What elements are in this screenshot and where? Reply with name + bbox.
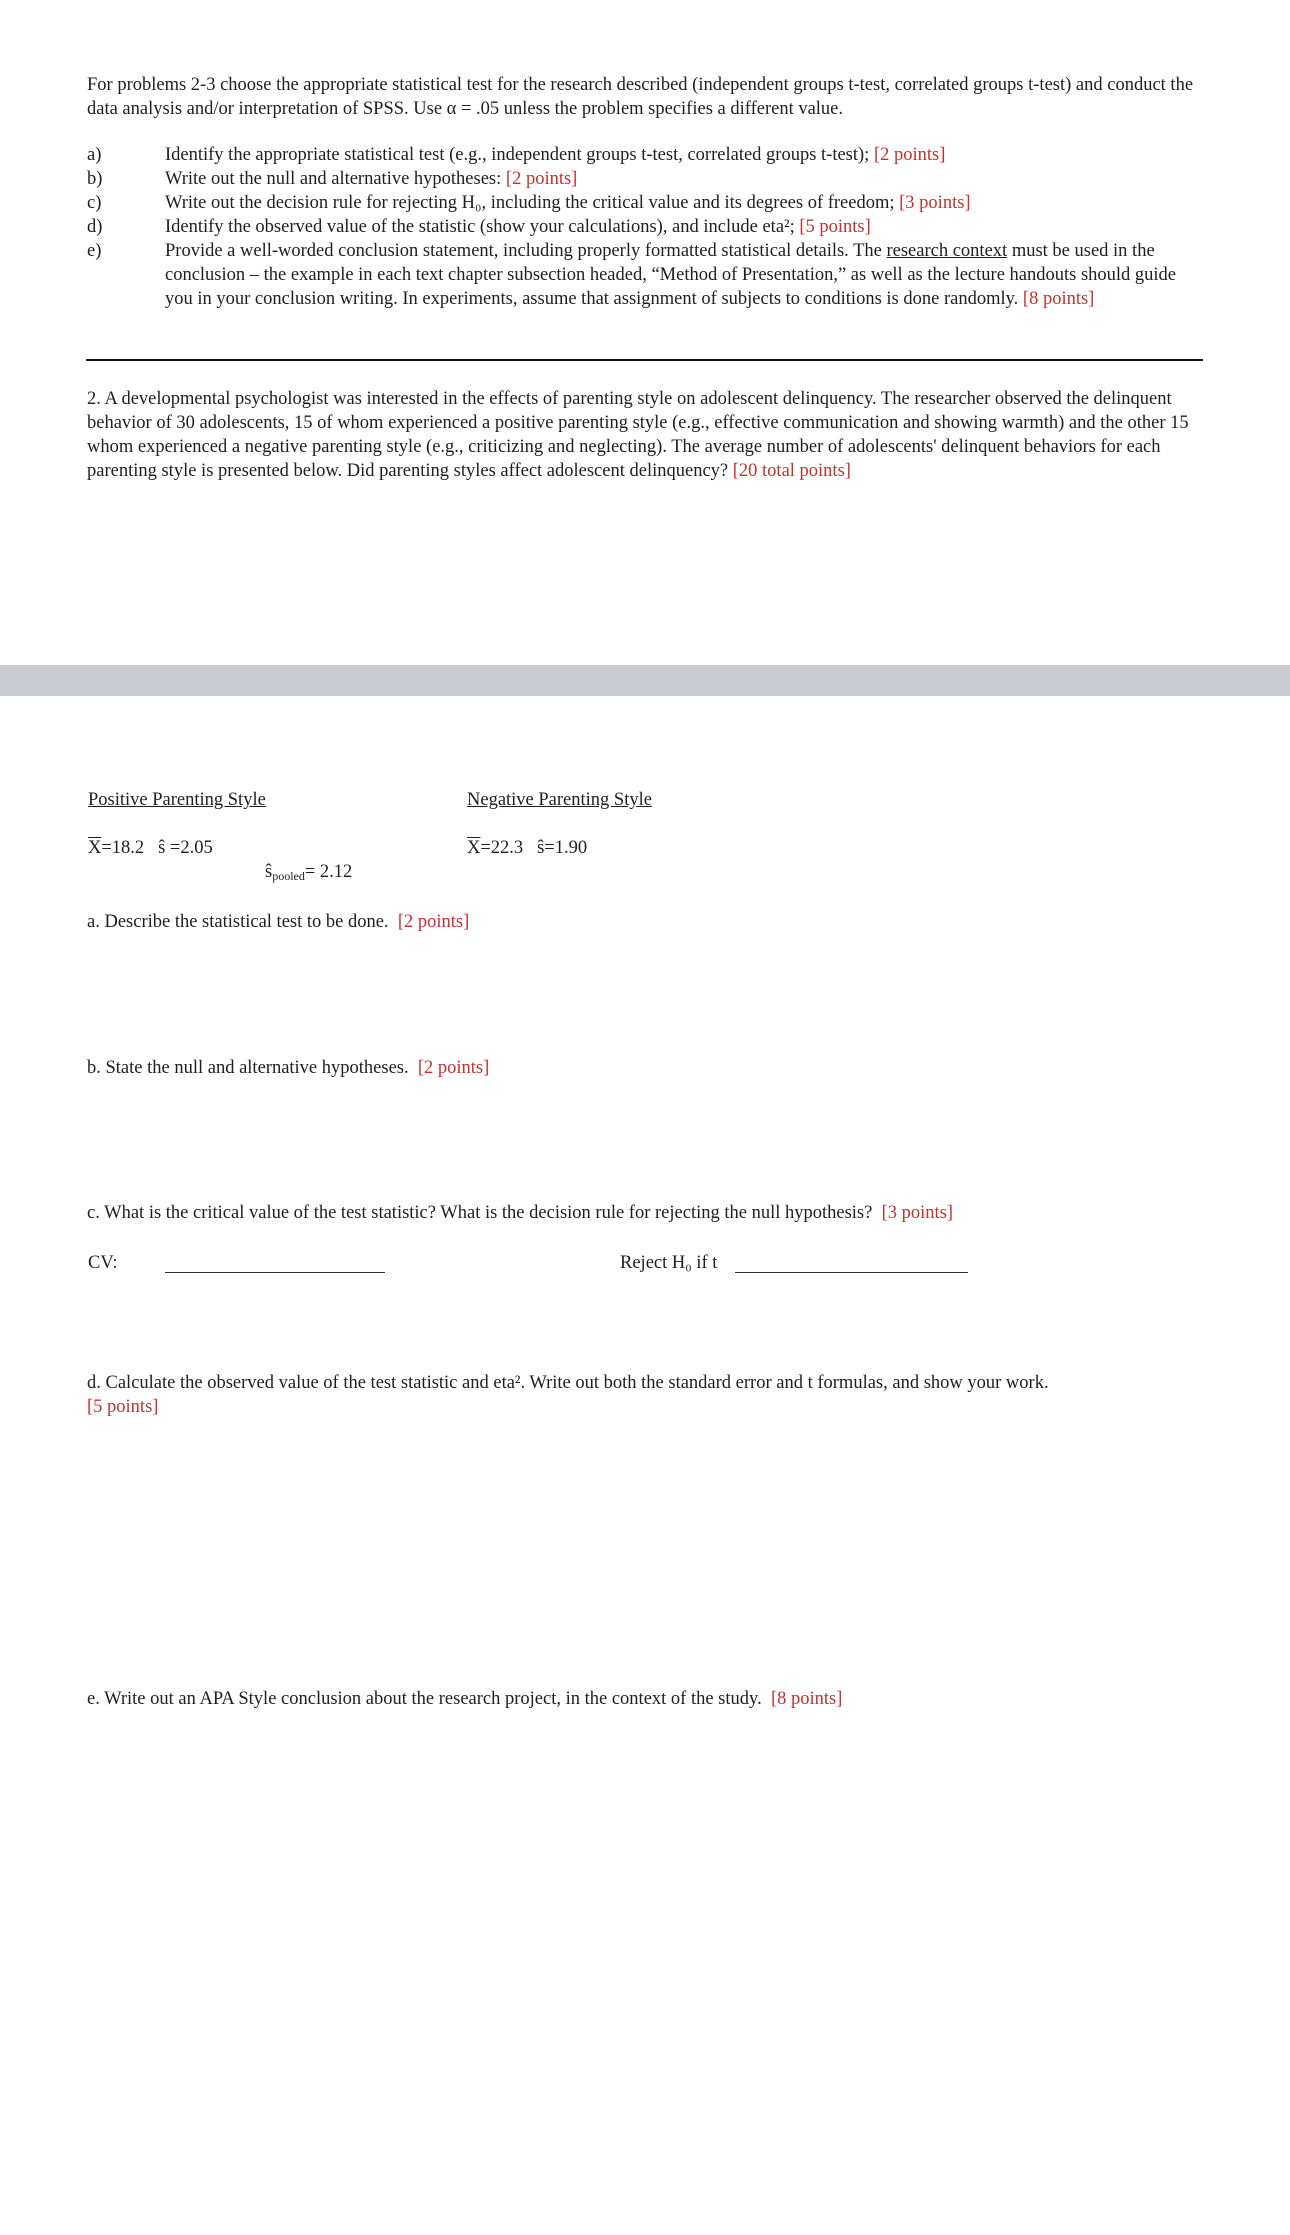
intro-paragraph: For problems 2-3 choose the appropriate statistical test for the research described (independent groups t-test, correlated groups t-test) and conduct the data analysis and/or interpretation of SPSS. Use α = .05 unless the problem specifies a different value.	[87, 75, 1194, 119]
points-badge: [5 points]	[799, 217, 871, 237]
sd-value: ŝ =2.05	[158, 838, 213, 858]
points-badge: [2 points]	[397, 912, 470, 932]
criterion-c: c) Write out the decision rule for rejecting H₀, including the critical value and its degrees of freedom; [3 points]	[87, 193, 971, 213]
question-c: c. What is the critical value of the test statistic? What is the decision rule for rejecting the null hypothesis? [3 points]	[87, 1203, 954, 1223]
criteria-list	[87, 143, 1227, 311]
reject-rule-label: Reject H₀ if t	[620, 1253, 718, 1273]
research-context-link: research context	[886, 241, 1008, 261]
points-badge: [8 points]	[770, 1689, 843, 1709]
question-a: a. Describe the statistical test to be done. [2 points]	[87, 912, 470, 932]
question-e: e. Write out an APA Style conclusion about the research project, in the context of the study. [8 points]	[87, 1689, 843, 1709]
negative-style-heading: Negative Parenting Style	[467, 790, 652, 810]
points-badge: [2 points]	[873, 145, 946, 165]
mean-symbol: $\overline{X}$	[88, 838, 102, 858]
criterion-d: d) Identify the observed value of the statistic (show your calculations), and include eta²; [5 points]	[87, 217, 871, 237]
points-badge: [5 points]	[87, 1397, 159, 1417]
positive-stats: $\overline{X}=18.2$ ŝ =2.05	[88, 838, 213, 858]
criterion-a: a) Identify the appropriate statistical test (e.g., independent groups t-test, correlated groups t-test); [2 points]	[87, 145, 946, 165]
problem-statement: 2. A developmental psychologist was interested in the effects of parenting style on adolescent delinquency. The researcher observed the delinquent behavior of 30 adolescents, 15 of whom experienced a positive parenting style (e.g., effective communication and showing warmth) and the other 15 whom experienced a negative parenting style (e.g., criticizing and neglecting). The average number of adolescents' delinquent behaviors for each parenting style is presented below. Did parenting styles affect adolescent delinquency? [20 total points]	[87, 389, 1189, 481]
points-badge: [3 points]	[881, 1203, 954, 1223]
horizontal-rule	[86, 359, 1203, 361]
points-badge: [20 total points]	[732, 461, 851, 481]
mean-symbol: $\overline{X}$	[467, 838, 481, 858]
page-separator	[0, 665, 1290, 696]
question-d: d. Calculate the observed value of the test statistic and eta². Write out both the standard error and t formulas, and show your work. [5 points]	[87, 1373, 1049, 1417]
points-badge: [8 points]	[1022, 289, 1095, 309]
question-b: b. State the null and alternative hypotheses. [2 points]	[87, 1058, 490, 1078]
sd-value: ŝ=1.90	[537, 838, 588, 858]
negative-stats: $\overline{X}=22.3$ ŝ=1.90	[467, 838, 588, 858]
points-badge: [2 points]	[505, 169, 578, 189]
criterion-e: e) Provide a well-worded conclusion statement, including properly formatted statistical details. The research context must be used in the conclusion – the example in each text chapter subsection headed, “Method of Presentation,” as well as the lecture handouts should guide you in your conclusion writing. In experiments, assume that assignment of subjects to conditions is done randomly. [8 points]	[87, 241, 1177, 309]
reject-rule-blank[interactable]	[735, 1254, 968, 1273]
points-badge: [2 points]	[417, 1058, 490, 1078]
cv-answer-blank[interactable]	[165, 1254, 385, 1273]
cv-label: CV:	[88, 1253, 118, 1273]
positive-style-heading: Positive Parenting Style	[88, 790, 266, 810]
pooled-sd: $ŝ_{pooled}= 2.12$	[265, 862, 353, 883]
points-badge: [3 points]	[899, 193, 971, 213]
criterion-b: b) Write out the null and alternative hypotheses: [2 points]	[87, 169, 578, 189]
